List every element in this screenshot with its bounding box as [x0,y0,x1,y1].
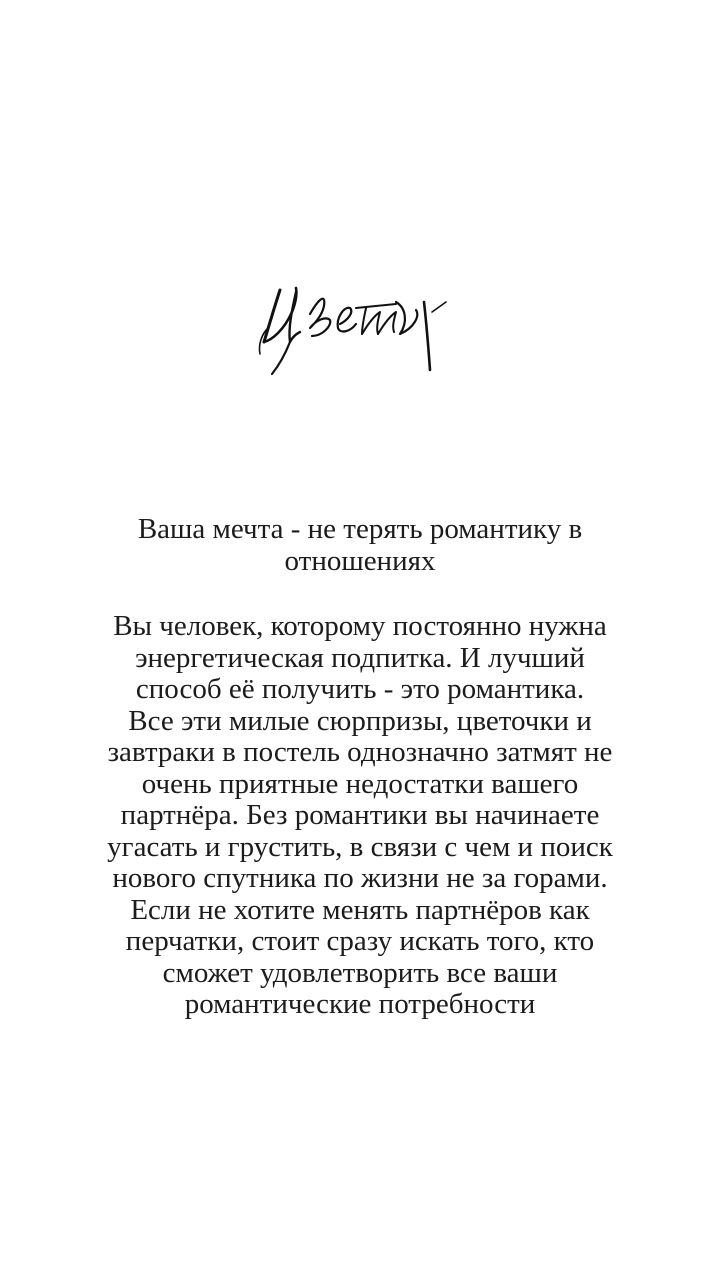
paragraph-line: партнёра. Без романтики вы начинаете [120,799,600,831]
description-paragraph [40,611,680,1021]
paragraph-line: завтраки в постель однозначно затмят не [107,736,613,768]
paragraph-line: Вы человек, которому постоянно нужна [113,610,607,642]
paragraph-line: Если не хотите менять партнёров как [130,893,590,926]
paragraph-line: угасать и грустить, в связи с чем и поиск [107,830,613,863]
paragraph-line: энергетическая подпитка. И лучший [135,641,585,674]
paragraph-line: сможет удовлетворить все ваши [162,956,558,989]
paragraph-line: очень приятные недостатки вашего [141,767,579,800]
page-title [0,262,720,382]
subtitle [40,514,680,577]
paragraph-line: романтические потребности [184,988,536,1020]
subtitle-line: Ваша мечта - не терять романтику в [137,513,583,545]
paragraph-line: нового спутника по жизни не за горами. [112,862,608,894]
paragraph-line: перчатки, стоит сразу искать того, кто [125,925,595,957]
subtitle-line: отношениях [284,544,436,577]
paragraph-line: способ её получить - это романтика. [135,673,585,705]
handwritten-title-logo [250,262,470,382]
paragraph-line: Все эти милые сюрпризы, цветочки и [128,704,592,737]
